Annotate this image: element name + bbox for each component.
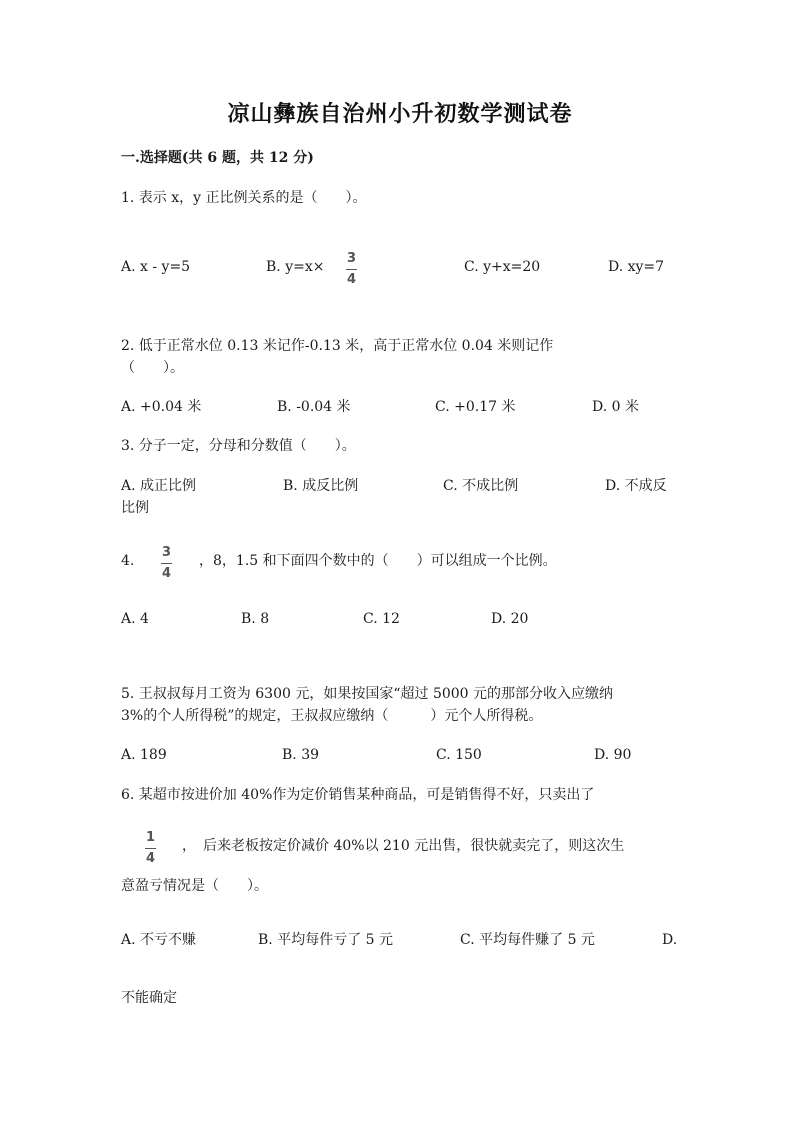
option-a: A. x - y=5 [121, 259, 191, 275]
question-stem-continued: 意盈亏情况是（ ）。 [121, 878, 268, 894]
option-c: C. 不成比例 [443, 478, 519, 494]
question-stem: 2. 低于正常水位 0.13 米记作-0.13 米，高于正常水位 0.04 米则记作 [121, 338, 554, 354]
option-c: C. +0.17 米 [435, 399, 516, 415]
option-a: A. +0.04 米 [121, 399, 202, 415]
question-stem: 6. 某超市按进价加 40%作为定价销售某种商品，可是销售得不好，只卖出了 [121, 787, 595, 803]
option-d: D. 0 米 [592, 399, 639, 415]
option-d: D. 不成反 [605, 478, 667, 494]
option-b: B. 成反比例 [283, 478, 359, 494]
option-d-continued: 不能确定 [121, 990, 177, 1006]
option-b: B. 8 [241, 611, 270, 627]
fraction-numerator: 1 [145, 830, 156, 845]
fraction [346, 252, 357, 287]
fraction-denominator: 4 [346, 272, 357, 287]
option-a: A. 189 [121, 747, 167, 763]
option-d: D. 20 [491, 611, 529, 627]
fraction [161, 546, 172, 581]
question-stem-continued: ， 后来老板按定价减价 40%以 210 元出售，很快就卖完了，则这次生 [182, 838, 625, 854]
option-d: D. 90 [594, 747, 632, 763]
question-stem-continued: 3%的个人所得税”的规定，王叔叔应缴纳（ ）元个人所得税。 [121, 708, 543, 724]
question-stem: 3. 分子一定，分母和分数值（ ）。 [121, 438, 356, 454]
option-d-continued: 比例 [121, 500, 149, 516]
option-c: C. 12 [363, 611, 400, 627]
option-a: A. 4 [121, 611, 149, 627]
option-a: A. 成正比例 [121, 478, 197, 494]
fraction-numerator: 3 [346, 251, 357, 266]
option-b: B. 39 [282, 747, 320, 763]
fraction [145, 831, 156, 866]
option-a: A. 不亏不赚 [121, 932, 197, 948]
page-title: 凉山彝族自治州小升初数学测试卷 [227, 101, 573, 127]
section-heading: 一.选择题(共 6 题，共 12 分) [121, 150, 314, 166]
option-b: B. -0.04 米 [277, 399, 351, 415]
option-d: D. xy=7 [608, 259, 665, 275]
option-c: C. 平均每件赚了 5 元 [460, 932, 595, 948]
question-stem: 5. 王叔叔每月工资为 6300 元，如果按国家“超过 5000 元的那部分收入应缴纳 [121, 686, 614, 702]
option-c: C. y+x=20 [464, 259, 541, 275]
option-b: B. y=x× [266, 259, 325, 275]
fraction-bar [145, 848, 156, 849]
option-b: B. 平均每件亏了 5 元 [258, 932, 393, 948]
question-number: 4. [121, 553, 135, 569]
fraction-bar [346, 269, 357, 270]
fraction-denominator: 4 [145, 851, 156, 866]
question-stem-continued: （ ）。 [121, 360, 184, 376]
option-d: D. [662, 932, 678, 948]
question-stem: ，8，1.5 和下面四个数中的（ ）可以组成一个比例。 [199, 553, 557, 569]
fraction-numerator: 3 [161, 545, 172, 560]
question-stem: 1. 表示 x，y 正比例关系的是（ ）。 [121, 190, 367, 206]
fraction-bar [161, 563, 172, 564]
fraction-denominator: 4 [161, 566, 172, 581]
option-c: C. 150 [436, 747, 482, 763]
